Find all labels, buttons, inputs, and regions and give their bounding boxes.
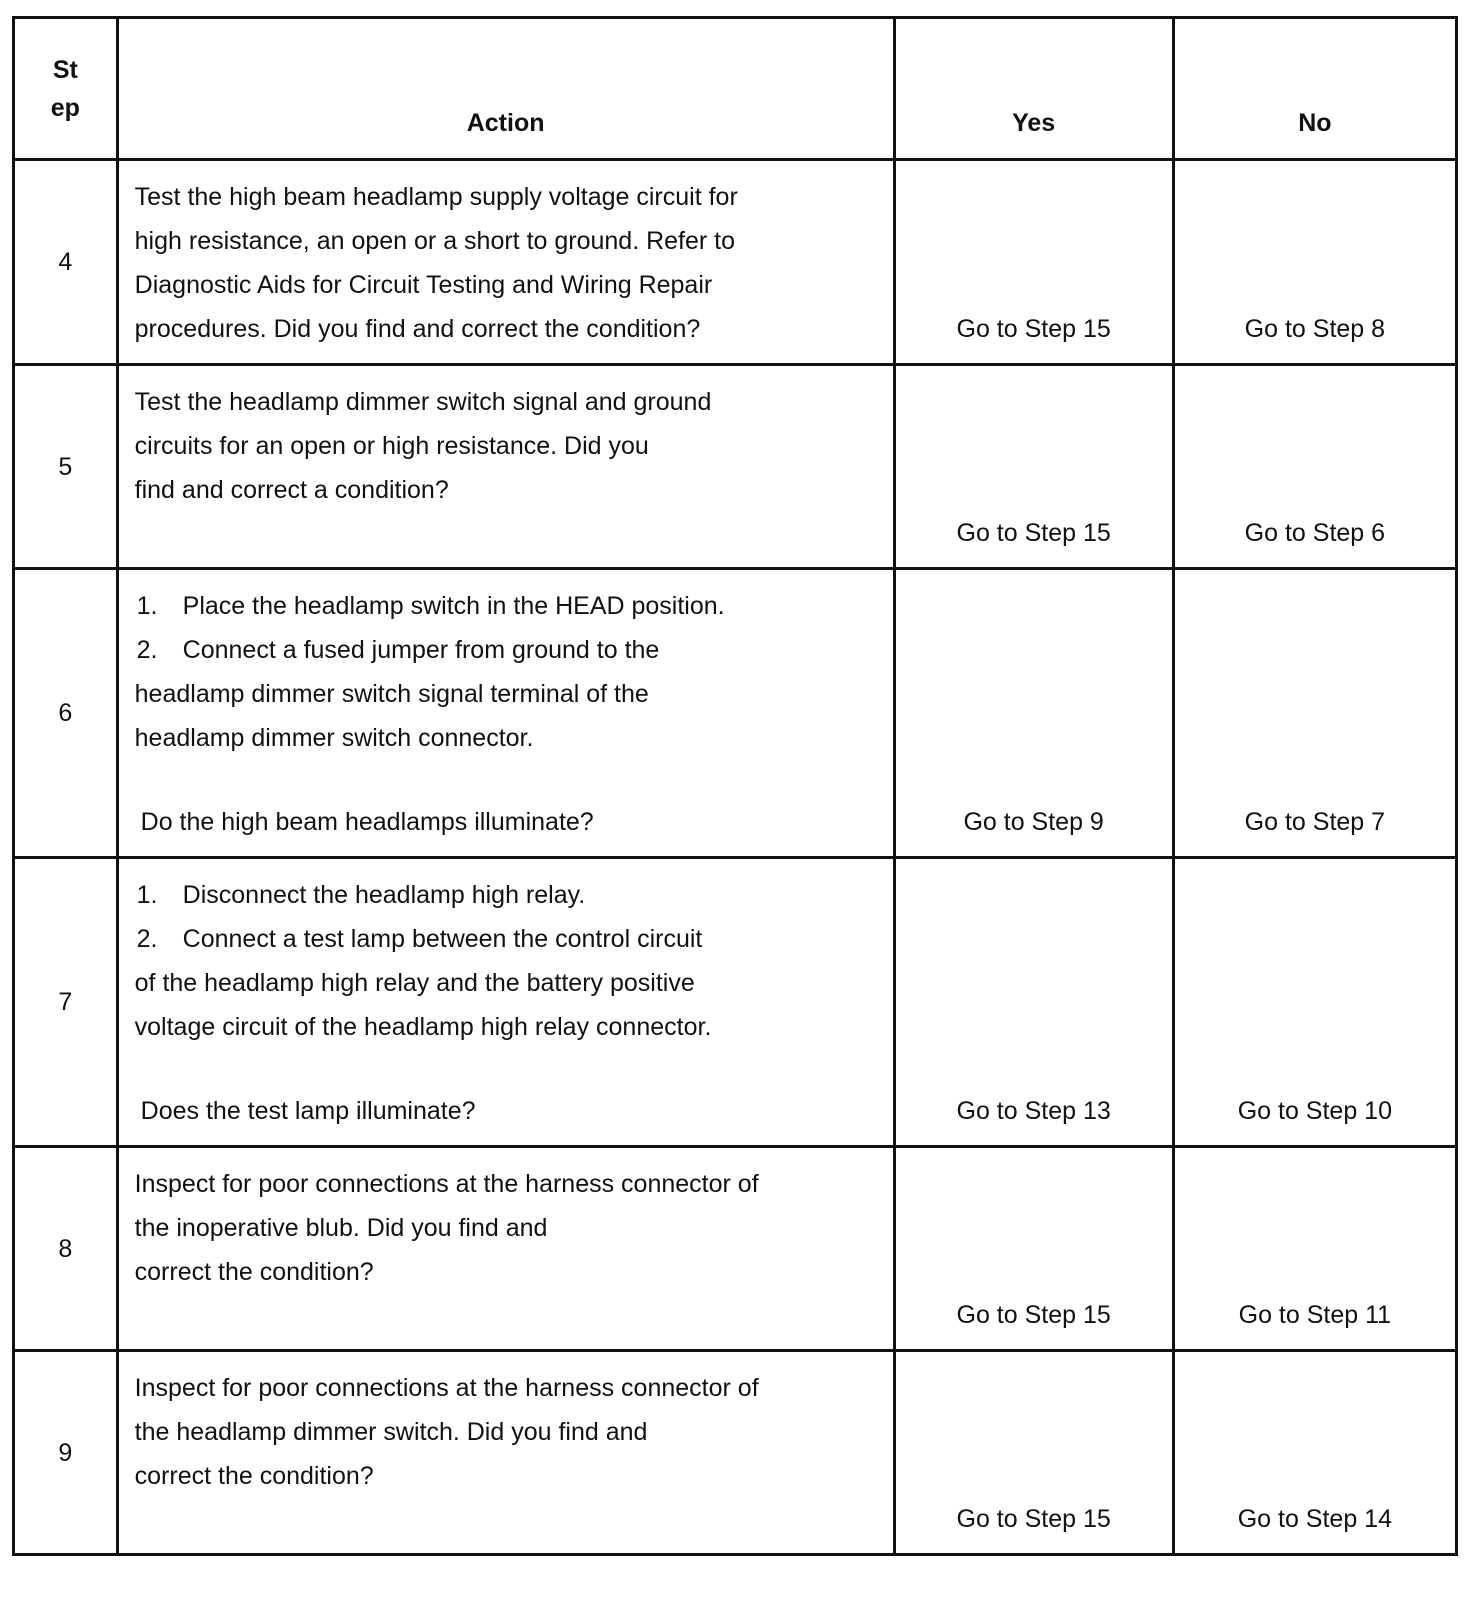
action-question: Does the test lamp illuminate?	[140, 1097, 476, 1125]
numbered-list-item	[135, 917, 881, 961]
action-cell	[117, 1147, 894, 1351]
column-header-no: No	[1173, 18, 1456, 160]
step-number: 7	[14, 858, 118, 1147]
action-cell	[117, 858, 894, 1147]
list-item-text: Place the headlamp switch in the HEAD position.	[182, 592, 725, 620]
table-row-step-6	[14, 569, 1457, 858]
no-result: Go to Step 8	[1173, 160, 1456, 365]
action-text-line: Inspect for poor connections at the harness connector of	[134, 1170, 759, 1198]
action-text-line: the inoperative blub. Did you find and	[134, 1214, 548, 1242]
no-result: Go to Step 11	[1173, 1147, 1456, 1351]
step-number: 6	[14, 569, 118, 858]
no-result: Go to Step 14	[1173, 1351, 1456, 1555]
action-text-line: correct the condition?	[134, 1258, 374, 1286]
table-row-step-8	[14, 1147, 1457, 1351]
action-text-line: Test the high beam headlamp supply voltage circuit for	[134, 183, 738, 211]
action-text-line: voltage circuit of the headlamp high relay connector.	[134, 1013, 712, 1041]
action-text-line: headlamp dimmer switch connector.	[134, 724, 534, 752]
action-text-line: headlamp dimmer switch signal terminal of the	[134, 680, 649, 708]
table-row-step-5	[14, 365, 1457, 569]
yes-result: Go to Step 15	[894, 160, 1173, 365]
action-text-line: high resistance, an open or a short to ground. Refer to	[134, 227, 736, 255]
numbered-list-item	[135, 584, 881, 628]
list-number: 2.	[136, 925, 158, 953]
action-text-line: Diagnostic Aids for Circuit Testing and Wiring Repair	[134, 271, 713, 299]
action-cell	[117, 365, 894, 569]
action-question: Do the high beam headlamps illuminate?	[140, 808, 594, 836]
table-row-step-9	[14, 1351, 1457, 1555]
yes-result: Go to Step 9	[894, 569, 1173, 858]
no-result: Go to Step 10	[1173, 858, 1456, 1147]
column-header-yes: Yes	[894, 18, 1173, 160]
list-number: 2.	[136, 636, 158, 664]
action-cell	[117, 1351, 894, 1555]
yes-result: Go to Step 13	[894, 858, 1173, 1147]
action-text-line: the headlamp dimmer switch. Did you find and	[134, 1418, 648, 1446]
action-text-line: of the headlamp high relay and the battery positive	[134, 969, 695, 997]
list-item-text: Disconnect the headlamp high relay.	[182, 881, 586, 909]
list-number: 1.	[136, 592, 158, 620]
header-row	[14, 18, 1457, 160]
step-number: 5	[14, 365, 118, 569]
column-header-step	[14, 18, 118, 160]
list-number: 1.	[136, 881, 158, 909]
list-item-text: Connect a test lamp between the control circuit	[182, 925, 703, 953]
action-text-line: correct the condition?	[134, 1462, 374, 1490]
no-result: Go to Step 7	[1173, 569, 1456, 858]
list-item-text: Connect a fused jumper from ground to the	[182, 636, 660, 664]
table-row-step-7	[14, 858, 1457, 1147]
action-text-line: Inspect for poor connections at the harness connector of	[134, 1374, 759, 1402]
action-cell	[117, 160, 894, 365]
yes-result: Go to Step 15	[894, 365, 1173, 569]
action-text-line: circuits for an open or high resistance. Did you	[134, 432, 649, 460]
diagnostic-steps-table	[12, 16, 1458, 1556]
no-result: Go to Step 6	[1173, 365, 1456, 569]
column-header-step-label: Step	[50, 55, 80, 122]
step-number: 4	[14, 160, 118, 365]
table-row-step-4	[14, 160, 1457, 365]
action-text-line: find and correct a condition?	[134, 476, 449, 504]
step-number: 9	[14, 1351, 118, 1555]
yes-result: Go to Step 15	[894, 1351, 1173, 1555]
column-header-action: Action	[117, 18, 894, 160]
yes-result: Go to Step 15	[894, 1147, 1173, 1351]
action-cell	[117, 569, 894, 858]
action-text-line: procedures. Did you find and correct the condition?	[134, 315, 701, 343]
action-text-line: Test the headlamp dimmer switch signal and ground	[134, 388, 712, 416]
step-number: 8	[14, 1147, 118, 1351]
numbered-list-item	[135, 873, 881, 917]
numbered-list-item	[135, 628, 881, 672]
